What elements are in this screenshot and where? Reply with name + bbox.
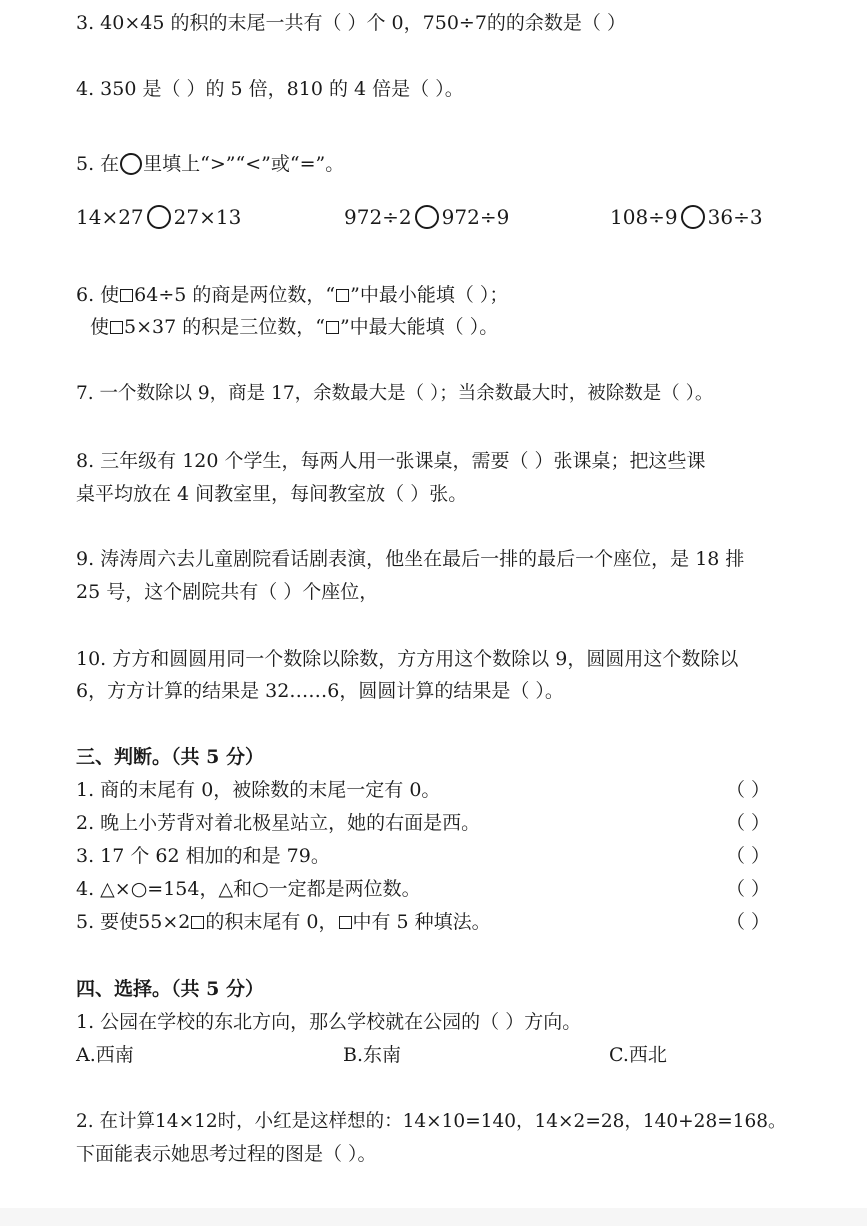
choice-question-2-line-2: 下面能表示她思考过程的图是（ ）。 <box>76 1143 377 1165</box>
question-5-suffix: 里填上“>”“<”或“=”。 <box>143 153 345 175</box>
q6-l1b: 64÷5 的商是两位数，“ <box>134 284 336 306</box>
q6-l1c: ”中最小能填（ ）； <box>350 284 509 306</box>
judge-item-5-c: 中有 5 种填法。 <box>352 911 491 933</box>
question-4: 4. 350 是（ ）的 5 倍，810 的 4 倍是（ ）。 <box>76 78 464 100</box>
question-9-line-1: 9. 涛涛周六去儿童剧院看话剧表演，他坐在最后一排的最后一个座位，是 18 排 <box>76 548 745 570</box>
judge-item-5-b: 的积末尾有 0， <box>205 911 338 933</box>
choice-option-c[interactable]: C.西北 <box>609 1044 667 1066</box>
question-5 <box>76 151 344 177</box>
comparison-3-circle-icon[interactable] <box>681 205 705 229</box>
comparison-2 <box>344 202 509 232</box>
judge-item-2-paren[interactable]: （ ） <box>726 812 771 834</box>
question-10-line-2: 6，方方计算的结果是 32……6，圆圆计算的结果是（ ）。 <box>76 680 564 702</box>
comparison-2-left: 972÷2 <box>344 205 412 229</box>
judge-item-4-paren[interactable]: （ ） <box>726 878 771 900</box>
judge-item-2: 2. 晚上小芳背对着北极星站立，她的右面是西。 <box>76 812 481 834</box>
blank-square-icon <box>110 321 123 334</box>
question-10-line-1: 10. 方方和圆圆用同一个数除以除数，方方用这个数除以 9，圆圆用这个数除以 <box>76 648 739 670</box>
judge-item-3: 3. 17 个 62 相加的和是 79。 <box>76 845 330 867</box>
question-8-line-1: 8. 三年级有 120 个学生，每两人用一张课桌，需要（ ）张课桌；把这些课 <box>76 450 706 472</box>
q6-l2a: 使 <box>90 316 110 338</box>
judge-item-1-paren[interactable]: （ ） <box>726 779 771 801</box>
q6-l2c: ”中最大能填（ ）。 <box>339 316 499 338</box>
comparison-2-circle-icon[interactable] <box>415 205 439 229</box>
question-3: 3. 40×45 的积的末尾一共有（ ）个 0，750÷7的的余数是（ ） <box>76 12 626 34</box>
choice-question-1: 1. 公园在学校的东北方向，那么学校就在公园的（ ）方向。 <box>76 1011 582 1033</box>
q6-l2b: 5×37 的积是三位数，“ <box>124 316 325 338</box>
comparison-1-circle-icon[interactable] <box>147 205 171 229</box>
blank-square-icon <box>326 321 339 334</box>
comparison-1-right: 27×13 <box>173 205 242 229</box>
comparison-2-right: 972÷9 <box>441 205 510 229</box>
page-bottom-strip <box>0 1208 867 1226</box>
blank-square-icon <box>191 916 204 929</box>
judge-item-5 <box>76 909 491 935</box>
comparison-3 <box>610 202 763 232</box>
judge-item-3-paren[interactable]: （ ） <box>726 845 771 867</box>
comparison-circle-icon <box>120 153 142 175</box>
comparison-3-left: 108÷9 <box>610 205 678 229</box>
question-6-line-1 <box>76 282 508 308</box>
blank-square-icon <box>120 289 133 302</box>
judge-item-1: 1. 商的末尾有 0，被除数的末尾一定有 0。 <box>76 779 441 801</box>
judge-item-4: 4. △×○=154，△和○一定都是两位数。 <box>76 878 421 900</box>
comparison-3-right: 36÷3 <box>707 205 763 229</box>
comparison-1-left: 14×27 <box>76 205 144 229</box>
choice-option-b[interactable]: B.东南 <box>343 1044 402 1066</box>
question-9-line-2: 25 号，这个剧院共有（ ）个座位， <box>76 581 379 603</box>
q6-l1a: 6. 使 <box>76 284 120 306</box>
judge-item-5-paren[interactable]: （ ） <box>726 911 771 933</box>
choice-question-2-line-1: 2. 在计算14×12时，小红是这样想的：14×10=140，14×2=28，140+28=168。 <box>76 1111 787 1132</box>
section-4-title: 四、选择。（共 5 分） <box>76 978 264 1000</box>
question-8-line-2: 桌平均放在 4 间教室里，每间教室放（ ）张。 <box>76 483 468 505</box>
blank-square-icon <box>336 289 349 302</box>
judge-item-5-a: 5. 要使55×2 <box>76 911 191 933</box>
question-6-line-2 <box>90 314 498 340</box>
question-7: 7. 一个数除以 9，商是 17，余数最大是（ ）；当余数最大时，被除数是（ ）。 <box>76 383 714 404</box>
choice-option-a[interactable]: A.西南 <box>76 1044 134 1066</box>
blank-square-icon <box>339 916 352 929</box>
comparison-1 <box>76 202 241 232</box>
section-3-title: 三、判断。（共 5 分） <box>76 746 264 768</box>
question-5-prefix: 5. 在 <box>76 153 120 175</box>
